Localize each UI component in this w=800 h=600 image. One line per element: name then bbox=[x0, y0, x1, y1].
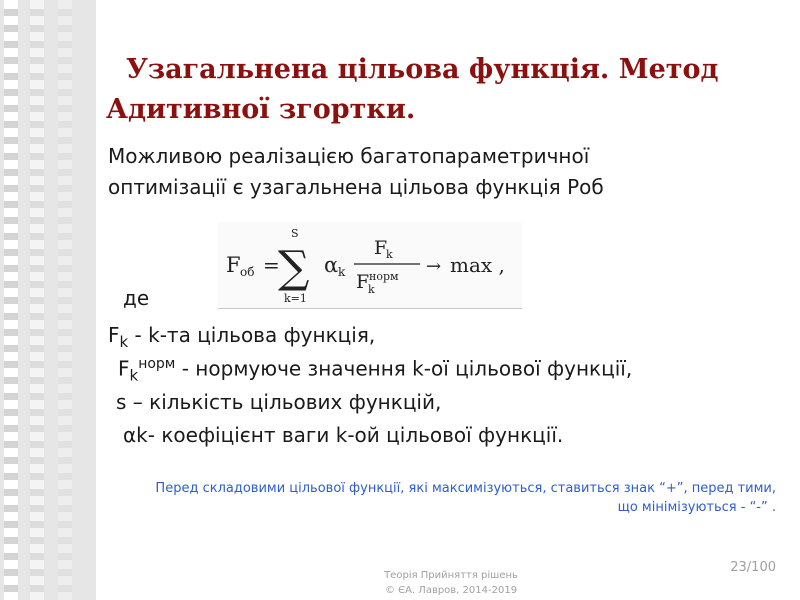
definition-1 bbox=[108, 323, 375, 351]
def3-text: s – кількість цільових функцій, bbox=[116, 390, 442, 414]
def2-text: - нормуюче значення k-ої цільової функції, bbox=[175, 356, 633, 381]
formula-arrow: → bbox=[426, 256, 442, 277]
title-line-2: Адитивної згортки. bbox=[106, 94, 416, 125]
definition-2 bbox=[118, 356, 632, 385]
formula-denominator: F bbox=[356, 271, 370, 293]
sign-note bbox=[116, 479, 776, 517]
note-line-2: що мінімізуються - “-” . bbox=[617, 500, 776, 515]
formula-alpha-sub: k bbox=[338, 265, 346, 279]
slide-footer bbox=[346, 568, 556, 598]
page-number: 23/100 bbox=[730, 560, 776, 575]
definition-3 bbox=[116, 390, 441, 414]
intro-paragraph bbox=[108, 141, 748, 203]
formula-numerator: F bbox=[374, 237, 388, 259]
note-line-1: Перед складовими цільової функції, які максимізуються, ставиться знак “+”, перед тими, bbox=[155, 481, 776, 496]
def1-symbol: F bbox=[108, 323, 120, 347]
footer-copyright: © ЄА. Лавров, 2014-2019 bbox=[384, 585, 518, 596]
def2-symbol: F bbox=[118, 356, 130, 381]
strip-pattern bbox=[4, 0, 18, 600]
def2-sup: норм bbox=[138, 356, 176, 372]
intro-line-2: оптимізації є узагальнена цільова функція Роб bbox=[108, 175, 604, 199]
formula-lhs-sub: об bbox=[240, 265, 255, 279]
formula-numerator-sub: k bbox=[386, 248, 393, 261]
formula-equals: = bbox=[263, 253, 280, 277]
strip-pattern bbox=[30, 0, 44, 600]
slide-content bbox=[96, 0, 800, 600]
formula-lhs: F bbox=[226, 253, 241, 277]
strip-pattern bbox=[58, 0, 72, 600]
def4-text: αk- коефіцієнт ваги k-ой цільової функції. bbox=[123, 423, 564, 447]
def1-sub: k bbox=[119, 333, 129, 351]
formula-image bbox=[218, 222, 522, 309]
formula-svg bbox=[218, 222, 522, 308]
formula-rhs: max , bbox=[450, 253, 505, 277]
title-line-1: Узагальнена цільова функція. Метод bbox=[126, 54, 719, 85]
slide-title bbox=[106, 50, 766, 130]
formula-denominator-sup: норм bbox=[369, 270, 399, 283]
de-label: де bbox=[123, 286, 150, 310]
formula-sum-bottom: k=1 bbox=[284, 292, 307, 305]
formula-sum-top: S bbox=[291, 227, 299, 240]
intro-line-1: Можливою реалізацією багатопараметричної bbox=[108, 144, 590, 168]
decorative-side-strip bbox=[0, 0, 96, 600]
formula-alpha: α bbox=[324, 253, 339, 277]
formula-sum-symbol: ∑ bbox=[278, 242, 310, 293]
footer-course: Теорія Прийняття рішень bbox=[384, 570, 518, 581]
formula-denominator-sub: k bbox=[368, 283, 375, 296]
definition-4 bbox=[123, 423, 563, 447]
def1-text: - k-та цільова функція, bbox=[128, 323, 376, 347]
def2-sub: k bbox=[129, 366, 139, 385]
